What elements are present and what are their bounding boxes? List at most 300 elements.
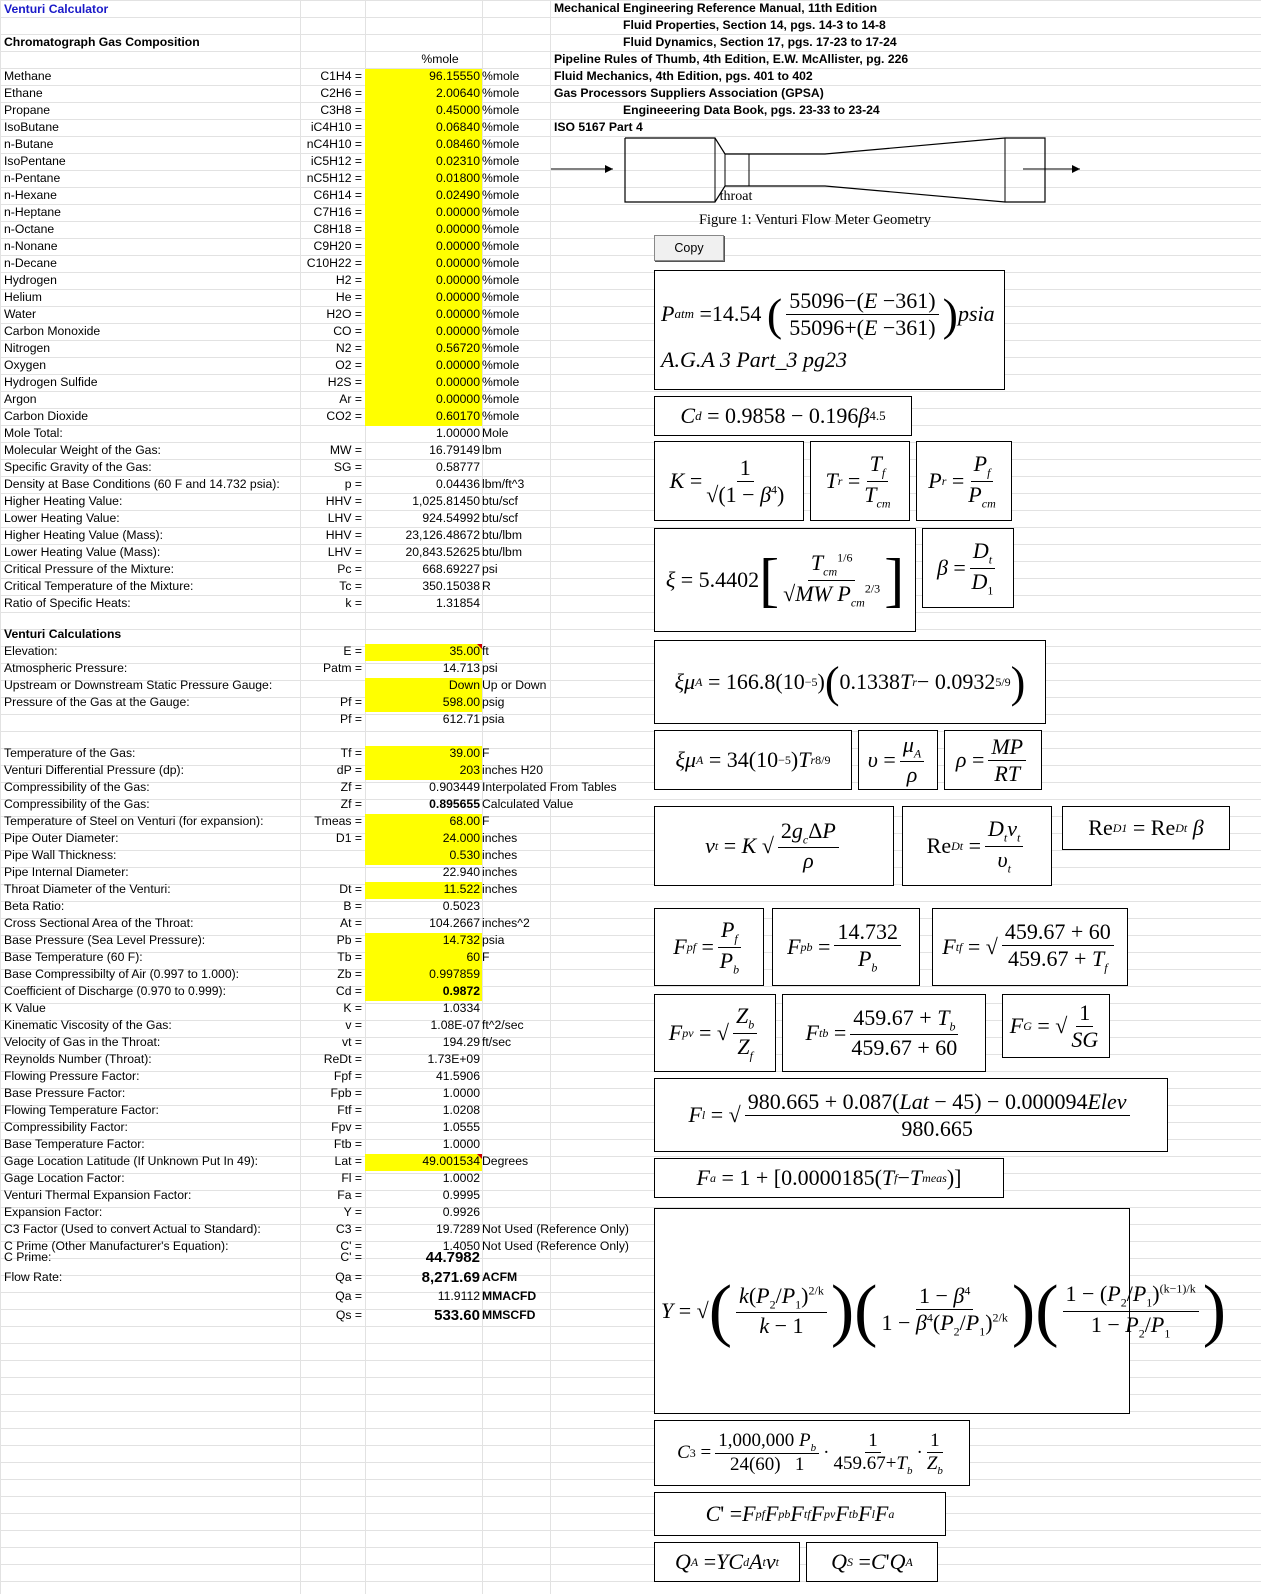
unit-label: inches H20 <box>482 763 543 777</box>
venturi-symbol: At = <box>339 916 362 930</box>
unit-label: btu/scf <box>482 511 518 525</box>
venturi-label: Base Compressibilty of Air (0.997 to 1.000): <box>4 967 240 981</box>
value-cell[interactable]: 41.5906 <box>435 1069 480 1083</box>
venturi-symbol: Fpv = <box>331 1120 362 1134</box>
venturi-geometry-figure <box>545 132 1085 232</box>
component-label: n-Pentane <box>4 171 61 185</box>
property-label: Specific Gravity of the Gas: <box>4 460 152 474</box>
formula-y: Y = √ ( $\frac{k(P_2/P_1)^{2/k}}{k - 1}$ )( $\frac{1 - \beta^4}{1 - \beta^4(P_2/P_1)^{2/k}}$ )( $\frac{1 - (P_2/P_1)^{(k-1)/k}}{1 - P_2/P_1}$ ) <box>654 1208 1130 1414</box>
venturi-label: K Value <box>4 1001 46 1015</box>
property-symbol: SG = <box>333 460 362 474</box>
venturi-symbol: C' = <box>340 1239 362 1253</box>
value-cell[interactable]: 0.00000 <box>435 375 480 389</box>
value-cell[interactable]: 0.997859 <box>429 967 480 981</box>
component-label: Methane <box>4 69 52 83</box>
venturi-symbol: B = <box>343 899 362 913</box>
venturi-label: Base Pressure (Sea Level Pressure): <box>4 933 206 947</box>
venturi-symbol: Dt = <box>339 882 362 896</box>
value-cell[interactable]: 1.0555 <box>442 1120 480 1134</box>
unit-label: %mole <box>482 392 520 406</box>
property-symbol: Pc = <box>337 562 362 576</box>
venturi-symbol: Fpf = <box>333 1069 362 1083</box>
component-symbol: C8H18 = <box>313 222 362 236</box>
reference-line: ISO 5167 Part 4 <box>554 120 643 134</box>
comment-indicator-icon[interactable] <box>477 644 482 649</box>
property-symbol: LHV = <box>327 511 362 525</box>
unit-label: inches^2 <box>482 916 530 930</box>
unit-label: F <box>482 814 490 828</box>
venturi-symbol: Ftf = <box>337 1103 362 1117</box>
venturi-label: Elevation: <box>4 644 58 658</box>
value-cell[interactable]: 35.00 <box>449 644 480 658</box>
venturi-label: Pipe Internal Diameter: <box>4 865 129 879</box>
formula-xi-mu-a: ξμ A = 166.8(10 −5 ) ( 0.1338 T r − 0.0932 5/9 ) <box>654 640 1046 724</box>
reference-line: Fluid Properties, Section 14, pgs. 14-3 to 14-8 <box>623 18 886 32</box>
formula-vt: v t = K √ $\frac{2g_c\Delta P}{\rho}$ <box>654 806 894 886</box>
venturi-label: Temperature of Steel on Venturi (for expansion): <box>4 814 264 828</box>
venturi-symbol: ReDt = <box>323 1052 362 1066</box>
value-cell[interactable]: 1.0000 <box>442 1137 480 1151</box>
value-cell[interactable]: 1.00000 <box>435 426 480 440</box>
value-cell[interactable]: 0.530 <box>449 848 480 862</box>
formula-re: Re Dt = $\frac{D_tv_t}{\upsilon_t}$ <box>902 806 1052 886</box>
unit-label: %mole <box>482 324 520 338</box>
composition-heading: Chromatograph Gas Composition <box>4 35 200 49</box>
reference-line: Fluid Mechanics, 4th Edition, pgs. 401 to 402 <box>554 69 813 83</box>
venturi-label: Compressibility of the Gas: <box>4 780 150 794</box>
unit-label: Interpolated From Tables <box>482 780 617 794</box>
mole-column-header: %mole <box>421 52 459 66</box>
formula-patm-ref: A.G.A 3 Part_3 pg23 <box>661 346 847 372</box>
venturi-symbol: Fa = <box>337 1188 362 1202</box>
formula-xi-mu-b: ξμ A = 34(10 −5 ) T r 8/9 <box>654 730 852 790</box>
venturi-symbol: Patm = <box>323 661 362 675</box>
unit-label: Degrees <box>482 1154 529 1168</box>
value-cell[interactable]: 11.522 <box>443 882 480 896</box>
value-cell[interactable]: 612.71 <box>442 712 480 726</box>
property-label: Critical Pressure of the Mixture: <box>4 562 175 576</box>
component-symbol: C7H16 = <box>313 205 362 219</box>
app-title: Venturi Calculator <box>4 2 109 16</box>
flow-rate-label: Flow Rate: <box>4 1270 63 1284</box>
value-cell[interactable]: 22.940 <box>442 865 480 879</box>
formula-fpb: F pb = $\frac{14.732}{P_b}$ <box>772 908 920 986</box>
c-prime-symbol: C' = <box>340 1250 362 1264</box>
reference-line: Gas Processors Suppliers Association (GPSA) <box>554 86 824 100</box>
value-cell[interactable]: 0.60170 <box>435 409 480 423</box>
property-symbol: MW = <box>329 443 362 457</box>
venturi-label: Reynolds Number (Throat): <box>4 1052 152 1066</box>
property-label: Higher Heating Value (Mass): <box>4 528 163 542</box>
component-label: Hydrogen Sulfide <box>4 375 98 389</box>
component-label: Carbon Dioxide <box>4 409 89 423</box>
formula-pr: P r = $\frac{P_f}{P_{cm}}$ <box>916 441 1012 521</box>
unit-label: ft^2/sec <box>482 1018 524 1032</box>
unit-label: ft <box>482 644 489 658</box>
venturi-symbol <box>290 864 362 881</box>
unit-label: inches <box>482 848 518 862</box>
property-label: Lower Heating Value (Mass): <box>4 545 161 559</box>
venturi-symbol: C3 = <box>335 1222 362 1236</box>
formula-xi: ξ = 5.4402 [ $\frac{T_{cm}^{1/6}}{√MW P_{cm}^{2/3}}$ ] <box>654 528 916 632</box>
value-cell[interactable]: 14.732 <box>442 933 480 947</box>
unit-label: %mole <box>482 171 520 185</box>
value-cell[interactable]: 0.9872 <box>442 984 480 998</box>
venturi-symbol: vt = <box>342 1035 362 1049</box>
component-label: IsoButane <box>4 120 59 134</box>
value-cell[interactable]: 668.69227 <box>422 562 480 576</box>
venturi-label: Velocity of Gas in the Throat: <box>4 1035 161 1049</box>
value-cell[interactable]: 0.00000 <box>435 290 480 304</box>
venturi-symbol: Zb = <box>337 967 362 981</box>
copy-button[interactable]: Copy <box>654 235 724 261</box>
formula-re-d1: Re D1 = Re Dt β <box>1062 806 1230 850</box>
venturi-symbol <box>290 677 362 694</box>
component-label: Ethane <box>4 86 43 100</box>
reference-line: Engineeering Data Book, pgs. 23-33 to 23-24 <box>623 103 880 117</box>
value-cell[interactable]: 0.56720 <box>435 341 480 355</box>
venturi-label: Compressibility of the Gas: <box>4 797 150 811</box>
value-cell[interactable]: 1.0208 <box>442 1103 480 1117</box>
component-symbol: CO2 = <box>326 409 362 423</box>
component-label: n-Nonane <box>4 239 58 253</box>
component-symbol: H2O = <box>326 307 362 321</box>
value-cell[interactable]: 0.00000 <box>435 256 480 270</box>
venturi-label: Pipe Wall Thickness: <box>4 848 117 862</box>
value-cell[interactable]: 0.08460 <box>435 137 480 151</box>
component-label: Oxygen <box>4 358 47 372</box>
venturi-label: Pressure of the Gas at the Gauge: <box>4 695 190 709</box>
venturi-symbol: Tb = <box>337 950 362 964</box>
venturi-label: C3 Factor (Used to convert Actual to Standard): <box>4 1222 261 1236</box>
formula-ftf: F tf = √ $\frac{459.67 + 60}{459.67 + T_f}$ <box>932 908 1128 986</box>
component-label: n-Hexane <box>4 188 57 202</box>
venturi-symbol: Pb = <box>336 933 362 947</box>
value-cell[interactable]: 19.7289 <box>435 1222 480 1236</box>
value-cell[interactable]: 0.00000 <box>435 392 480 406</box>
component-label: Hydrogen <box>4 273 57 287</box>
venturi-symbol: Cd = <box>335 984 362 998</box>
unit-label: %mole <box>482 307 520 321</box>
formula-fpf: F pf = $\frac{P_f}{P_b}$ <box>654 908 764 986</box>
component-symbol: Ar = <box>339 392 362 406</box>
flow-unit: MMSCFD <box>482 1308 536 1322</box>
value-cell[interactable]: 39.00 <box>449 746 480 760</box>
value-cell[interactable]: 0.903449 <box>429 780 480 794</box>
formula-qs: Q S = C ' Q A <box>806 1542 938 1582</box>
venturi-symbol: Pf = <box>339 695 362 709</box>
value-cell[interactable]: 1.73E+09 <box>427 1052 480 1066</box>
component-symbol: H2S = <box>327 375 362 389</box>
value-cell[interactable]: 49.001534 <box>422 1154 480 1168</box>
venturi-label: Base Temperature (60 F): <box>4 950 143 964</box>
venturi-label: Gage Location Factor: <box>4 1171 125 1185</box>
value-cell[interactable]: 96.15550 <box>429 69 480 83</box>
formula-k: K = $\frac{1}{√(1 - \beta^4)}$ <box>654 441 804 521</box>
component-symbol: H2 = <box>335 273 362 287</box>
value-cell[interactable]: 0.895655 <box>429 797 480 811</box>
component-symbol: nC5H12 = <box>306 171 362 185</box>
formula-c-prime: C ' = F pf F pb F tf F pv F tb F l F a <box>654 1492 946 1536</box>
venturi-label: Compressibility Factor: <box>4 1120 128 1134</box>
venturi-symbol: Fl = <box>341 1171 362 1185</box>
venturi-label: Pipe Outer Diameter: <box>4 831 119 845</box>
value-cell[interactable]: 924.54992 <box>422 511 480 525</box>
component-label: Carbon Monoxide <box>4 324 101 338</box>
value-cell[interactable]: 104.2667 <box>429 916 480 930</box>
component-symbol: iC4H10 = <box>310 120 362 134</box>
comment-indicator-icon[interactable] <box>477 1154 482 1159</box>
component-symbol: He = <box>335 290 362 304</box>
value-cell[interactable]: 20,843.52625 <box>405 545 480 559</box>
value-cell[interactable]: 1.0002 <box>442 1171 480 1185</box>
venturi-symbol: v = <box>345 1018 362 1032</box>
value-cell[interactable]: 203 <box>459 763 480 777</box>
value-cell[interactable]: 0.9926 <box>442 1205 480 1219</box>
value-cell[interactable]: 0.00000 <box>435 239 480 253</box>
venturi-label: Atmospheric Pressure: <box>4 661 128 675</box>
venturi-symbol <box>290 847 362 864</box>
unit-label: Mole <box>482 426 509 440</box>
flow-symbol: Qa = <box>335 1270 362 1284</box>
venturi-label: Gage Location Latitude (If Unknown Put In 49): <box>4 1154 259 1168</box>
unit-label: Not Used (Reference Only) <box>482 1239 629 1253</box>
venturi-label: C Prime (Other Manufacturer's Equation): <box>4 1239 229 1253</box>
value-cell[interactable]: 60 <box>466 950 480 964</box>
component-symbol: C6H14 = <box>313 188 362 202</box>
unit-label: %mole <box>482 273 520 287</box>
unit-label: psi <box>482 562 498 576</box>
unit-label: %mole <box>482 341 520 355</box>
formula-tr: T r = $\frac{T_f}{T_{cm}}$ <box>810 441 910 521</box>
formula-c3: C 3 = $\frac{1,000,000 P_b}{24(60) 1}$ · $\frac{1}{459.67+T_b}$ · $\frac{1}{Z_b}$ <box>654 1420 970 1486</box>
property-label: Higher Heating Value: <box>4 494 123 508</box>
unit-label: %mole <box>482 256 520 270</box>
unit-label: inches <box>482 882 518 896</box>
value-cell[interactable]: 0.02490 <box>435 188 480 202</box>
unit-label: %mole <box>482 205 520 219</box>
unit-label: psig <box>482 695 505 709</box>
property-label: Density at Base Conditions (60 F and 14.732 psia): <box>4 477 280 491</box>
unit-label: btu/lbm <box>482 545 522 559</box>
value-cell[interactable]: 1.0000 <box>442 1086 480 1100</box>
venturi-symbol: Ftb = <box>333 1137 362 1151</box>
venturi-label: Beta Ratio: <box>4 899 65 913</box>
value-cell[interactable]: 0.58777 <box>435 460 480 474</box>
value-cell[interactable]: 0.01800 <box>435 171 480 185</box>
reference-line: Fluid Dynamics, Section 17, pgs. 17-23 to 17-24 <box>623 35 897 49</box>
unit-label: psia <box>482 712 505 726</box>
value-cell[interactable]: 24.000 <box>442 831 480 845</box>
value-cell[interactable]: 14.713 <box>442 661 480 675</box>
value-cell[interactable]: 1.08E-07 <box>430 1018 480 1032</box>
unit-label: psia <box>482 933 505 947</box>
venturi-label: Base Pressure Factor: <box>4 1086 126 1100</box>
venturi-label: Coefficient of Discharge (0.970 to 0.999): <box>4 984 226 998</box>
unit-label: %mole <box>482 69 520 83</box>
value-cell[interactable]: 8,271.69 <box>421 1269 480 1286</box>
venturi-label: Expansion Factor: <box>4 1205 103 1219</box>
venturi-label: Base Temperature Factor: <box>4 1137 145 1151</box>
formula-patm: P atm =14.54 ( $\frac{55096-(E -361)}{55096+(E -361)}$ ) psia A.G.A 3 Part_3 pg23 <box>654 270 1005 390</box>
value-cell[interactable]: 16.79149 <box>429 443 480 457</box>
unit-label: %mole <box>482 86 520 100</box>
component-label: n-Decane <box>4 256 57 270</box>
flow-unit: ACFM <box>482 1270 518 1284</box>
value-cell[interactable]: Down <box>448 678 480 692</box>
formula-fg: F G = √ $\frac{1}{SG}$ <box>1002 994 1110 1058</box>
venturi-label: Venturi Differential Pressure (dp): <box>4 763 184 777</box>
unit-label: F <box>482 950 490 964</box>
figure-caption: Figure 1: Venturi Flow Meter Geometry <box>698 212 932 228</box>
unit-label: %mole <box>482 358 520 372</box>
component-symbol: O2 = <box>335 358 362 372</box>
value-cell[interactable]: 0.02310 <box>435 154 480 168</box>
property-label: Ratio of Specific Heats: <box>4 596 131 610</box>
unit-label: lbm <box>482 443 502 457</box>
component-symbol: C10H22 = <box>306 256 362 270</box>
venturi-symbol: D1 = <box>335 831 362 845</box>
flow-symbol: Qa = <box>335 1289 362 1303</box>
venturi-heading: Venturi Calculations <box>4 627 122 641</box>
value-cell[interactable]: 0.00000 <box>435 205 480 219</box>
flow-symbol: Qs = <box>335 1308 362 1322</box>
value-cell[interactable]: 0.00000 <box>435 358 480 372</box>
value-cell[interactable]: 0.00000 <box>435 324 480 338</box>
unit-label: lbm/ft^3 <box>482 477 525 491</box>
formula-nu: υ = $\frac{\mu_A}{\rho}$ <box>858 730 938 790</box>
formula-cd: C d = 0.9858 − 0.196 β 4.5 <box>654 396 912 436</box>
value-cell[interactable]: 2.00640 <box>435 86 480 100</box>
venturi-label: Flowing Temperature Factor: <box>4 1103 159 1117</box>
unit-label: inches <box>482 831 518 845</box>
unit-label: %mole <box>482 409 520 423</box>
property-label: Molecular Weight of the Gas: <box>4 443 161 457</box>
unit-label: psi <box>482 661 498 675</box>
value-cell[interactable]: 1.0334 <box>442 1001 480 1015</box>
value-cell[interactable]: 0.04436 <box>435 477 480 491</box>
venturi-symbol: Pf = <box>339 712 362 726</box>
venturi-label: Kinematic Viscosity of the Gas: <box>4 1018 172 1032</box>
value-cell[interactable]: 0.00000 <box>435 307 480 321</box>
formula-fpv: F pv = √ $\frac{Z_b}{Z_f}$ <box>654 994 776 1072</box>
value-cell[interactable]: 0.45000 <box>435 103 480 117</box>
unit-label: %mole <box>482 222 520 236</box>
value-cell[interactable]: 0.9995 <box>442 1188 480 1202</box>
unit-label: %mole <box>482 375 520 389</box>
value-cell[interactable]: 533.60 <box>434 1307 480 1324</box>
component-label: n-Heptane <box>4 205 61 219</box>
component-label: Water <box>4 307 37 321</box>
value-cell[interactable]: 68.00 <box>449 814 480 828</box>
value-cell[interactable]: 598.00 <box>442 695 480 709</box>
venturi-label: Cross Sectional Area of the Throat: <box>4 916 194 930</box>
unit-label: %mole <box>482 290 520 304</box>
component-label: Propane <box>4 103 51 117</box>
venturi-symbol: Fpb = <box>330 1086 362 1100</box>
c-prime-label: C Prime: <box>4 1250 52 1264</box>
formula-ftb: F tb = $\frac{459.67 + T_b}{459.67 + 60}$ <box>782 994 986 1072</box>
unit-label: %mole <box>482 103 520 117</box>
value-cell[interactable]: 0.00000 <box>435 222 480 236</box>
venturi-symbol: Tf = <box>340 746 362 760</box>
value-cell[interactable]: 11.9112 <box>437 1289 480 1303</box>
formula-fl: F l = √ $\frac{\text{980.665 + 0.087(Lat − 45) − 0.000094Elev}}{980.665}$ <box>654 1078 1168 1152</box>
component-symbol: C3H8 = <box>320 103 362 117</box>
reference-line: Mechanical Engineering Reference Manual, 11th Edition <box>554 1 878 15</box>
unit-label: Up or Down <box>482 678 547 692</box>
venturi-symbol: Zf = <box>340 780 362 794</box>
property-symbol: HHV = <box>325 528 362 542</box>
value-cell[interactable]: 194.29 <box>442 1035 480 1049</box>
value-cell[interactable]: 23,126.48672 <box>405 528 480 542</box>
venturi-symbol: Zf = <box>340 797 362 811</box>
throat-label: throat <box>719 189 753 204</box>
property-label: Lower Heating Value: <box>4 511 120 525</box>
value-cell[interactable]: 0.5023 <box>442 899 480 913</box>
value-cell[interactable]: 350.15038 <box>422 579 480 593</box>
unit-label: btu/lbm <box>482 528 522 542</box>
reference-line: Pipeline Rules of Thumb, 4th Edition, E.W. McAllister, pg. 226 <box>554 52 909 66</box>
formula-fa: F a = 1 + [0.0000185( T f − T meas )] <box>654 1158 1004 1198</box>
unit-label: inches <box>482 865 518 879</box>
property-label: Critical Temperature of the Mixture: <box>4 579 194 593</box>
value-cell[interactable]: 1.4050 <box>442 1239 480 1253</box>
property-label: Mole Total: <box>4 426 63 440</box>
venturi-symbol: dP = <box>336 763 362 777</box>
unit-label: F <box>482 746 490 760</box>
value-cell[interactable]: 44.7982 <box>425 1249 480 1266</box>
unit-label: %mole <box>482 154 520 168</box>
component-label: n-Butane <box>4 137 54 151</box>
value-cell[interactable]: 1,025.81450 <box>412 494 480 508</box>
component-symbol: iC5H12 = <box>310 154 362 168</box>
component-symbol: C1H4 = <box>320 69 362 83</box>
venturi-symbol: K = <box>343 1001 362 1015</box>
property-symbol: Tc = <box>339 579 362 593</box>
flow-unit: MMACFD <box>482 1289 537 1303</box>
unit-label: ft/sec <box>482 1035 512 1049</box>
unit-label: %mole <box>482 120 520 134</box>
component-label: Helium <box>4 290 42 304</box>
property-symbol: HHV = <box>325 494 362 508</box>
venturi-label: Venturi Thermal Expansion Factor: <box>4 1188 192 1202</box>
unit-label: Calculated Value <box>482 797 574 811</box>
unit-label: %mole <box>482 137 520 151</box>
component-symbol: C9H20 = <box>313 239 362 253</box>
component-symbol: nC4H10 = <box>306 137 362 151</box>
venturi-symbol: E = <box>343 644 362 658</box>
unit-label: R <box>482 579 491 593</box>
unit-label: %mole <box>482 239 520 253</box>
component-label: IsoPentane <box>4 154 66 168</box>
value-cell[interactable]: 0.06840 <box>435 120 480 134</box>
property-symbol: p = <box>344 477 362 491</box>
value-cell[interactable]: 0.00000 <box>435 273 480 287</box>
property-symbol: k = <box>345 596 362 610</box>
component-label: Nitrogen <box>4 341 51 355</box>
component-symbol: N2 = <box>335 341 362 355</box>
property-symbol <box>290 425 362 442</box>
component-symbol: CO = <box>333 324 362 338</box>
unit-label: btu/scf <box>482 494 518 508</box>
venturi-symbol: Tmeas = <box>314 814 362 828</box>
unit-label: %mole <box>482 188 520 202</box>
formula-rho: ρ = $\frac{MP}{RT}$ <box>944 730 1042 790</box>
property-symbol: LHV = <box>327 545 362 559</box>
value-cell[interactable]: 1.31854 <box>435 596 480 610</box>
component-symbol: C2H6 = <box>320 86 362 100</box>
